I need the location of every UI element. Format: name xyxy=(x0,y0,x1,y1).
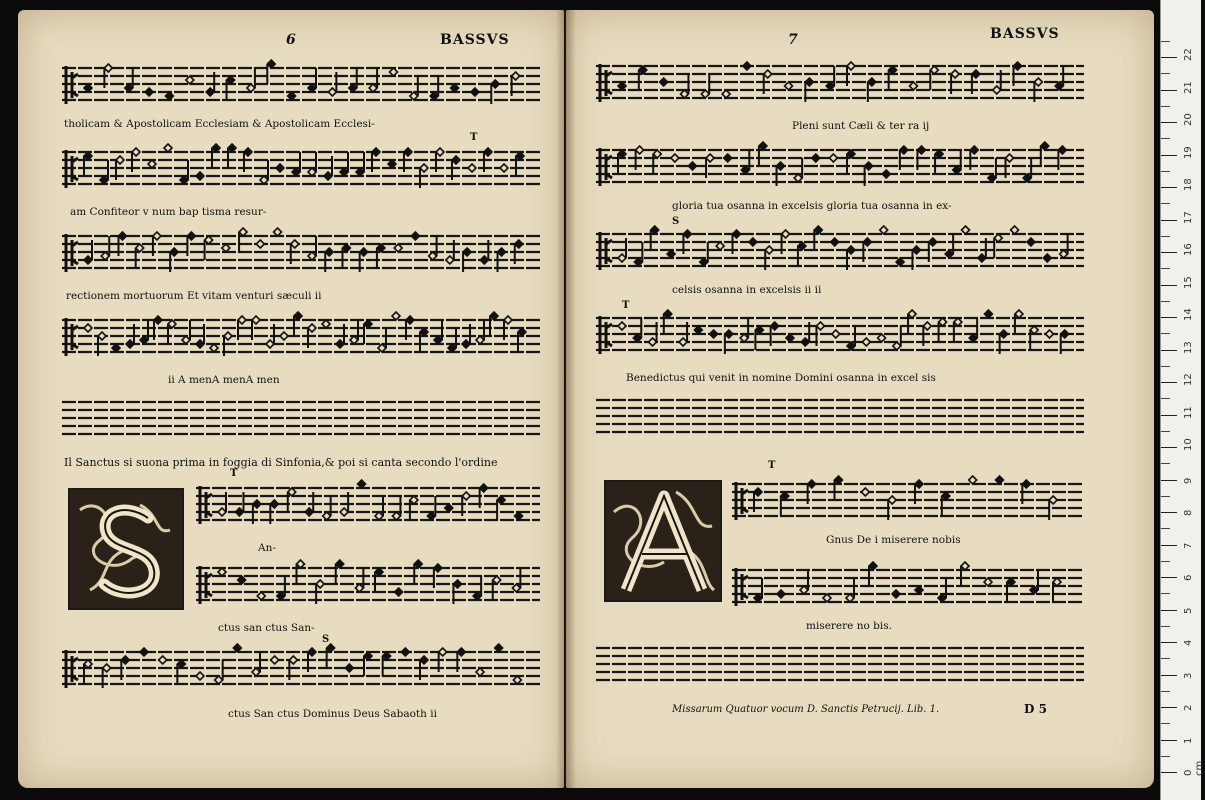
ruler-half-tick xyxy=(1161,593,1170,594)
left-staff-1 xyxy=(62,58,540,118)
sanctus-rubric: Il Sanctus si suona prima in foggia di Sinfonia,& poi si canta secondo l'ordine xyxy=(64,456,498,469)
ruler-tick-label: 19 xyxy=(1183,145,1194,159)
left-staff-2 xyxy=(62,142,540,202)
ruler-half-tick xyxy=(1161,626,1170,627)
ruler-tick xyxy=(1161,350,1177,351)
ruler-half-tick xyxy=(1161,268,1170,269)
ruler-tick-label: 15 xyxy=(1183,275,1194,289)
centimetre-ruler xyxy=(1160,0,1205,800)
ruler-tick xyxy=(1161,382,1177,383)
left-voice-label-2: T xyxy=(470,132,478,143)
agnus-voice-label-t: T xyxy=(768,460,776,471)
agnus-staff-2 xyxy=(732,560,1084,620)
sanctus-staff-2 xyxy=(196,558,540,618)
ruler-tick xyxy=(1161,220,1177,221)
ruler-tick xyxy=(1161,480,1177,481)
ruler-half-tick xyxy=(1161,398,1170,399)
ruler-tick xyxy=(1161,155,1177,156)
right-staff-1 xyxy=(596,56,1084,116)
ruler-half-tick xyxy=(1161,431,1170,432)
right-staff-3 xyxy=(596,224,1084,284)
ruler-tick xyxy=(1161,642,1177,643)
ruler-half-tick xyxy=(1161,496,1170,497)
sanctus-staff-1 xyxy=(196,478,540,538)
left-page-number: 6 xyxy=(286,32,296,48)
ruler-tick xyxy=(1161,772,1177,773)
ruler-tick-label: 1 xyxy=(1183,737,1194,744)
ruler-tick-label: 7 xyxy=(1183,542,1194,549)
ruler-tick xyxy=(1161,252,1177,253)
ruler-half-tick xyxy=(1161,41,1170,42)
left-running-head: BASSVS xyxy=(440,32,510,48)
ruler-tick-label: 4 xyxy=(1183,639,1194,646)
ruler-tick-label: 10 xyxy=(1183,438,1194,451)
sanctus-voice-label-t: T xyxy=(230,468,238,479)
ruler-tick xyxy=(1161,545,1177,546)
agnus-lyrics-2: miserere no bis. xyxy=(806,620,892,632)
right-page-number: 7 xyxy=(788,32,798,48)
ruler-tick-label: 2 xyxy=(1183,704,1194,711)
right-staff-empty-2 xyxy=(596,638,1084,698)
ruler-tick-label: 22 xyxy=(1183,48,1194,61)
right-lyrics-4: Benedictus qui venit in nomine Domini osanna in excel sis xyxy=(626,372,936,384)
right-staff-empty-1 xyxy=(596,390,1084,450)
sanctus-lyrics-1: An- xyxy=(258,542,276,554)
left-lyrics-4: ii A menA menA men xyxy=(168,374,280,386)
ruler-half-tick xyxy=(1161,691,1170,692)
ruler-half-tick xyxy=(1161,723,1170,724)
left-staff-empty xyxy=(62,392,540,452)
ruler-half-tick xyxy=(1161,756,1170,757)
right-lyrics-2: gloria tua osanna in excelsis gloria tua osanna in ex- xyxy=(672,200,952,212)
book-footer: Missarum Quatuor vocum D. Sanctis Petrucij. Lib. 1. xyxy=(672,704,940,715)
ruler-tick-label: 21 xyxy=(1183,80,1194,94)
ruler-half-tick xyxy=(1161,366,1170,367)
ruler-half-tick xyxy=(1161,301,1170,302)
right-staff-2 xyxy=(596,140,1084,200)
ruler-tick-label: 18 xyxy=(1183,178,1194,191)
ruler-half-tick xyxy=(1161,106,1170,107)
ruler-tick xyxy=(1161,285,1177,286)
ruler-half-tick xyxy=(1161,561,1170,562)
initial-letter-a xyxy=(604,480,722,602)
initial-letter-s xyxy=(68,488,184,610)
ruler-tick xyxy=(1161,57,1177,58)
ruler-tick-label: 20 xyxy=(1183,113,1194,126)
agnus-lyrics-1: Gnus De i miserere nobis xyxy=(826,534,961,546)
right-lyrics-1: Pleni sunt Cæli & ter ra ij xyxy=(792,120,930,132)
ruler-half-tick xyxy=(1161,463,1170,464)
left-lyrics-1: tholicam & Apostolicam Ecclesiam & Apostolicam Ecclesi- xyxy=(64,118,375,130)
floral-initial-a-icon xyxy=(606,482,720,600)
ruler-tick-label: 3 xyxy=(1183,672,1194,679)
ruler-half-tick xyxy=(1161,236,1170,237)
ruler-tick-label: 11 xyxy=(1183,405,1194,419)
ruler-tick-label: 17 xyxy=(1183,210,1194,224)
sanctus-voice-label-s: S xyxy=(322,634,330,645)
ruler-tick xyxy=(1161,577,1177,578)
sanctus-staff-3 xyxy=(62,642,540,702)
left-lyrics-2: am Confiteor v num bap tisma resur- xyxy=(70,206,267,218)
book-gutter xyxy=(556,10,576,788)
ruler-tick-label: 14 xyxy=(1183,308,1194,321)
right-lyrics-3: celsis osanna in excelsis ii ii xyxy=(672,284,822,296)
gathering-signature: D 5 xyxy=(1024,702,1047,716)
ruler-tick xyxy=(1161,707,1177,708)
ruler-tick xyxy=(1161,610,1177,611)
floral-initial-s-icon xyxy=(70,490,182,608)
ruler-tick xyxy=(1161,447,1177,448)
agnus-staff-1 xyxy=(732,474,1084,534)
ruler-tick xyxy=(1161,675,1177,676)
right-voice-label-s: S xyxy=(672,216,680,227)
ruler-tick xyxy=(1161,187,1177,188)
ruler-tick-label: 5 xyxy=(1183,607,1194,614)
ruler-half-tick xyxy=(1161,528,1170,529)
left-staff-4 xyxy=(62,310,540,370)
right-staff-4 xyxy=(596,308,1084,368)
right-voice-label-t: T xyxy=(622,300,630,311)
ruler-half-tick xyxy=(1161,333,1170,334)
left-staff-3 xyxy=(62,226,540,286)
ruler-tick xyxy=(1161,415,1177,416)
ruler-tick xyxy=(1161,90,1177,91)
ruler-tick-label: 16 xyxy=(1183,243,1194,256)
ruler-tick xyxy=(1161,317,1177,318)
ruler-tick xyxy=(1161,740,1177,741)
ruler-tick-label: 9 xyxy=(1183,477,1194,484)
ruler-half-tick xyxy=(1161,171,1170,172)
sanctus-lyrics-2: ctus san ctus San- xyxy=(218,622,315,634)
sanctus-lyrics-3: ctus San ctus Dominus Deus Sabaoth ii xyxy=(228,708,437,720)
ruler-tick-label: 12 xyxy=(1183,373,1194,386)
right-running-head: BASSVS xyxy=(990,26,1060,42)
ruler-half-tick xyxy=(1161,203,1170,204)
ruler-half-tick xyxy=(1161,138,1170,139)
ruler-tick-label: 0 cm xyxy=(1183,760,1205,776)
ruler-tick-label: 8 xyxy=(1183,509,1194,516)
left-lyrics-3: rectionem mortuorum Et vitam venturi sæculi ii xyxy=(66,290,322,302)
ruler-tick-label: 13 xyxy=(1183,340,1194,354)
ruler-tick xyxy=(1161,122,1177,123)
ruler-half-tick xyxy=(1161,73,1170,74)
ruler-tick xyxy=(1161,512,1177,513)
ruler-tick-label: 6 xyxy=(1183,574,1194,581)
ruler-half-tick xyxy=(1161,658,1170,659)
